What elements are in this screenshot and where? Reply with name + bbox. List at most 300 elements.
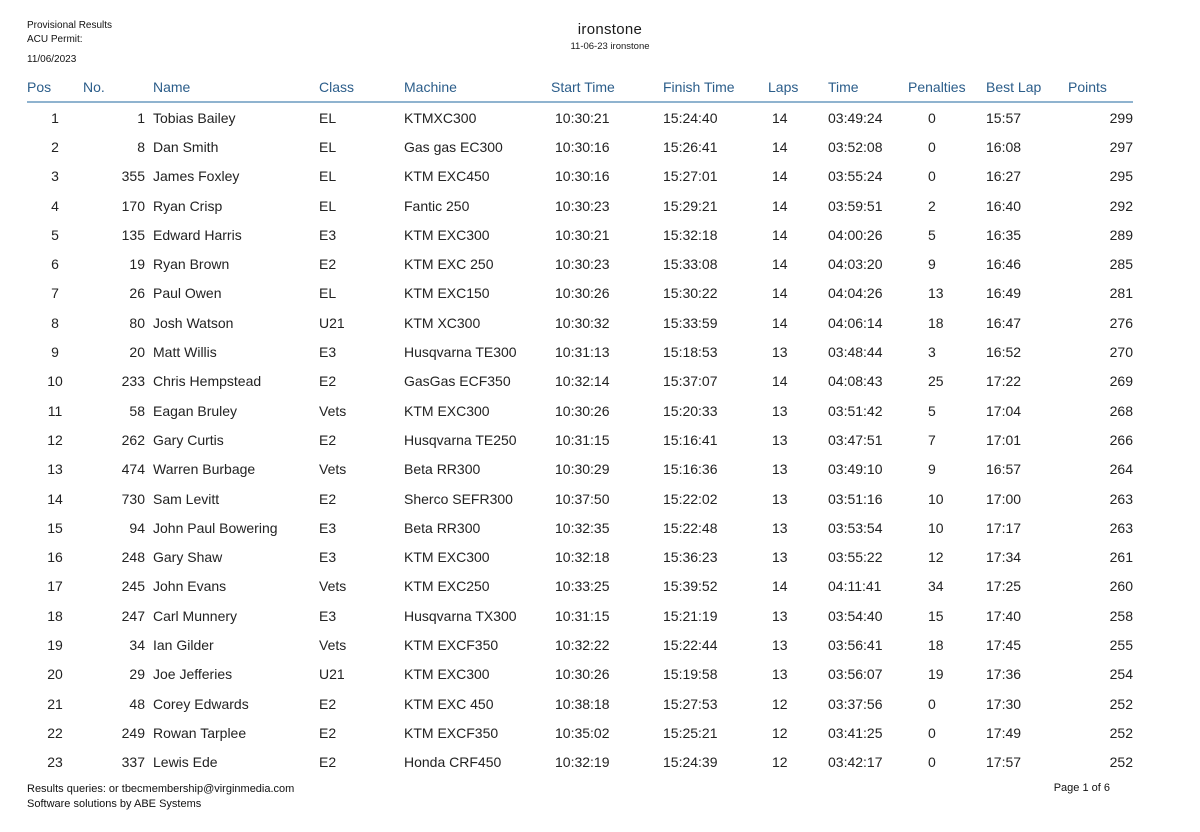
col-header-name: Name	[147, 73, 319, 102]
name-cell: Ian Gilder	[153, 636, 214, 653]
finish-time-cell: 15:16:41	[663, 431, 718, 448]
name-cell: Gary Shaw	[153, 549, 223, 566]
machine-cell: Fantic 250	[404, 197, 470, 214]
best-lap-cell: 16:08	[986, 138, 1022, 155]
document-header-left	[27, 19, 112, 67]
number-cell: 249	[121, 724, 145, 741]
number-cell: 730	[121, 490, 145, 507]
points-cell: 297	[1109, 138, 1133, 155]
pos-cell: 13	[47, 461, 63, 478]
col-header-laps: Laps	[768, 73, 828, 102]
penalties-cell: 0	[928, 138, 936, 155]
penalties-cell: 0	[928, 109, 936, 126]
best-lap-cell: 17:40	[986, 607, 1022, 624]
table-row	[27, 220, 1133, 249]
number-cell: 19	[129, 256, 145, 273]
name-cell: Carl Munnery	[153, 607, 238, 624]
class-cell: E2	[319, 490, 337, 507]
number-cell: 48	[129, 695, 145, 712]
finish-time-cell: 15:22:02	[663, 490, 718, 507]
number-cell: 247	[121, 607, 145, 624]
start-time-cell: 10:30:32	[555, 314, 610, 331]
time-cell: 03:51:42	[828, 402, 883, 419]
class-cell: Vets	[319, 578, 347, 595]
machine-cell: Honda CRF450	[404, 754, 502, 771]
laps-cell: 13	[772, 490, 788, 507]
points-cell: 260	[1109, 578, 1133, 595]
name-cell: Rowan Tarplee	[153, 724, 247, 741]
finish-time-cell: 15:27:53	[663, 695, 718, 712]
class-cell: E3	[319, 344, 337, 361]
best-lap-cell: 16:46	[986, 256, 1022, 273]
name-cell: Paul Owen	[153, 285, 222, 302]
points-cell: 252	[1109, 724, 1133, 741]
table-row	[27, 162, 1133, 191]
class-cell: EL	[319, 197, 337, 214]
table-row	[27, 542, 1133, 571]
results-queries-text: Results queries: or tbecmembership@virginmedia.com	[27, 783, 295, 795]
table-header-row	[27, 73, 1133, 102]
laps-cell: 13	[772, 636, 788, 653]
number-cell: 80	[129, 314, 145, 331]
start-time-cell: 10:31:15	[555, 431, 610, 448]
time-cell: 03:52:08	[828, 138, 883, 155]
laps-cell: 13	[772, 402, 788, 419]
pos-cell: 12	[47, 431, 63, 448]
points-cell: 289	[1109, 226, 1133, 243]
machine-cell: KTM EXCF350	[404, 636, 499, 653]
number-cell: 8	[137, 138, 145, 155]
class-cell: EL	[319, 168, 337, 185]
table-row	[27, 279, 1133, 308]
best-lap-cell: 16:52	[986, 344, 1022, 361]
table-row	[27, 455, 1133, 484]
points-cell: 295	[1109, 168, 1133, 185]
time-cell: 03:42:17	[828, 754, 883, 771]
penalties-cell: 3	[928, 344, 936, 361]
number-cell: 245	[121, 578, 145, 595]
points-cell: 263	[1109, 519, 1133, 536]
number-cell: 58	[129, 402, 145, 419]
finish-time-cell: 15:18:53	[663, 344, 718, 361]
table-row	[27, 367, 1133, 396]
class-cell: U21	[319, 314, 345, 331]
class-cell: E2	[319, 373, 337, 390]
laps-cell: 14	[772, 314, 788, 331]
acu-permit-label: ACU Permit:	[27, 34, 83, 45]
pos-cell: 23	[47, 754, 63, 771]
time-cell: 03:41:25	[828, 724, 883, 741]
points-cell: 268	[1109, 402, 1133, 419]
time-cell: 04:00:26	[828, 226, 883, 243]
class-cell: E2	[319, 754, 337, 771]
start-time-cell: 10:32:14	[555, 373, 610, 390]
laps-cell: 14	[772, 285, 788, 302]
table-row	[27, 308, 1133, 337]
number-cell: 34	[129, 636, 145, 653]
table-row	[27, 132, 1133, 161]
machine-cell: Husqvarna TX300	[404, 607, 517, 624]
col-header-finish-time: Finish Time	[663, 73, 768, 102]
start-time-cell: 10:30:26	[555, 285, 610, 302]
machine-cell: KTM EXC300	[404, 666, 490, 683]
laps-cell: 12	[772, 695, 788, 712]
laps-cell: 13	[772, 549, 788, 566]
best-lap-cell: 17:17	[986, 519, 1022, 536]
start-time-cell: 10:32:22	[555, 636, 610, 653]
name-cell: Dan Smith	[153, 138, 219, 155]
best-lap-cell: 16:57	[986, 461, 1022, 478]
penalties-cell: 0	[928, 724, 936, 741]
table-row	[27, 337, 1133, 366]
laps-cell: 14	[772, 168, 788, 185]
best-lap-cell: 16:27	[986, 168, 1022, 185]
document-footer	[27, 782, 294, 812]
laps-cell: 14	[772, 226, 788, 243]
machine-cell: KTM EXC300	[404, 402, 490, 419]
class-cell: EL	[319, 138, 337, 155]
pos-cell: 19	[47, 636, 63, 653]
points-cell: 258	[1109, 607, 1133, 624]
best-lap-cell: 17:25	[986, 578, 1022, 595]
event-subtitle: 11-06-23 ironstone	[570, 41, 650, 52]
name-cell: Ryan Crisp	[153, 197, 223, 214]
class-cell: Vets	[319, 402, 347, 419]
time-cell: 03:56:41	[828, 636, 883, 653]
machine-cell: KTM EXC 250	[404, 256, 494, 273]
points-cell: 252	[1109, 695, 1133, 712]
finish-time-cell: 15:16:36	[663, 461, 718, 478]
finish-time-cell: 15:30:22	[663, 285, 718, 302]
start-time-cell: 10:30:26	[555, 402, 610, 419]
pos-cell: 17	[47, 578, 63, 595]
time-cell: 03:55:22	[828, 549, 883, 566]
machine-cell: KTM EXC250	[404, 578, 490, 595]
penalties-cell: 9	[928, 461, 936, 478]
name-cell: Matt Willis	[153, 344, 217, 361]
time-cell: 03:54:40	[828, 607, 883, 624]
number-cell: 20	[129, 344, 145, 361]
finish-time-cell: 15:19:58	[663, 666, 718, 683]
start-time-cell: 10:30:21	[555, 109, 610, 126]
laps-cell: 13	[772, 519, 788, 536]
finish-time-cell: 15:22:48	[663, 519, 718, 536]
pos-cell: 7	[51, 285, 59, 302]
start-time-cell: 10:32:18	[555, 549, 610, 566]
col-header-start-time: Start Time	[551, 73, 663, 102]
time-cell: 03:49:24	[828, 109, 883, 126]
finish-time-cell: 15:21:19	[663, 607, 718, 624]
document-header-center	[500, 21, 720, 52]
points-cell: 269	[1109, 373, 1133, 390]
finish-time-cell: 15:33:08	[663, 256, 718, 273]
pos-cell: 11	[47, 402, 63, 419]
start-time-cell: 10:30:29	[555, 461, 610, 478]
machine-cell: Beta RR300	[404, 461, 481, 478]
name-cell: Joe Jefferies	[153, 666, 233, 683]
start-time-cell: 10:30:23	[555, 256, 610, 273]
table-row	[27, 689, 1133, 718]
penalties-cell: 13	[928, 285, 944, 302]
number-cell: 248	[121, 549, 145, 566]
number-cell: 337	[121, 754, 145, 771]
results-table	[27, 73, 1133, 777]
best-lap-cell: 17:36	[986, 666, 1022, 683]
start-time-cell: 10:32:19	[555, 754, 610, 771]
number-cell: 170	[121, 197, 145, 214]
time-cell: 03:51:16	[828, 490, 883, 507]
table-row	[27, 601, 1133, 630]
points-cell: 263	[1109, 490, 1133, 507]
pos-cell: 18	[47, 607, 63, 624]
time-cell: 03:59:51	[828, 197, 883, 214]
start-time-cell: 10:30:21	[555, 226, 610, 243]
best-lap-cell: 16:35	[986, 226, 1022, 243]
points-cell: 261	[1109, 549, 1133, 566]
name-cell: Edward Harris	[153, 226, 242, 243]
points-cell: 292	[1109, 197, 1133, 214]
finish-time-cell: 15:26:41	[663, 138, 718, 155]
pos-cell: 15	[47, 519, 63, 536]
pos-cell: 8	[51, 314, 59, 331]
points-cell: 266	[1109, 431, 1133, 448]
finish-time-cell: 15:25:21	[663, 724, 718, 741]
machine-cell: Husqvarna TE250	[404, 431, 517, 448]
start-time-cell: 10:30:26	[555, 666, 610, 683]
event-title: ironstone	[577, 21, 643, 38]
penalties-cell: 15	[928, 607, 944, 624]
class-cell: E2	[319, 431, 337, 448]
pos-cell: 21	[47, 695, 63, 712]
penalties-cell: 5	[928, 226, 936, 243]
finish-time-cell: 15:29:21	[663, 197, 718, 214]
name-cell: James Foxley	[153, 168, 240, 185]
table-row	[27, 484, 1133, 513]
time-cell: 04:06:14	[828, 314, 883, 331]
best-lap-cell: 16:40	[986, 197, 1022, 214]
name-cell: John Evans	[153, 578, 227, 595]
penalties-cell: 0	[928, 168, 936, 185]
penalties-cell: 7	[928, 431, 936, 448]
laps-cell: 14	[772, 138, 788, 155]
time-cell: 04:08:43	[828, 373, 883, 390]
table-row	[27, 572, 1133, 601]
laps-cell: 14	[772, 256, 788, 273]
pos-cell: 6	[51, 256, 59, 273]
start-time-cell: 10:31:13	[555, 344, 610, 361]
class-cell: E2	[319, 724, 337, 741]
best-lap-cell: 17:49	[986, 724, 1022, 741]
best-lap-cell: 17:00	[986, 490, 1022, 507]
name-cell: Chris Hempstead	[153, 373, 262, 390]
pos-cell: 10	[47, 373, 63, 390]
machine-cell: KTM EXC150	[404, 285, 490, 302]
start-time-cell: 10:30:16	[555, 168, 610, 185]
machine-cell: Gas gas EC300	[404, 138, 503, 155]
machine-cell: KTM XC300	[404, 314, 481, 331]
table-row	[27, 396, 1133, 425]
penalties-cell: 2	[928, 197, 936, 214]
number-cell: 355	[121, 168, 145, 185]
start-time-cell: 10:30:23	[555, 197, 610, 214]
best-lap-cell: 17:34	[986, 549, 1022, 566]
laps-cell: 13	[772, 461, 788, 478]
start-time-cell: 10:33:25	[555, 578, 610, 595]
pos-cell: 16	[47, 549, 63, 566]
name-cell: Warren Burbage	[153, 461, 256, 478]
table-row	[27, 630, 1133, 659]
finish-time-cell: 15:22:44	[663, 636, 718, 653]
best-lap-cell: 16:49	[986, 285, 1022, 302]
laps-cell: 12	[772, 754, 788, 771]
laps-cell: 12	[772, 724, 788, 741]
class-cell: E2	[319, 695, 337, 712]
start-time-cell: 10:32:35	[555, 519, 610, 536]
name-cell: Tobias Bailey	[153, 109, 236, 126]
pos-cell: 14	[47, 490, 63, 507]
number-cell: 233	[121, 373, 145, 390]
number-cell: 29	[129, 666, 145, 683]
number-cell: 474	[121, 461, 145, 478]
col-header-machine: Machine	[404, 73, 551, 102]
class-cell: E3	[319, 519, 337, 536]
name-cell: John Paul Bowering	[153, 519, 278, 536]
start-time-cell: 10:31:15	[555, 607, 610, 624]
machine-cell: KTM EXC300	[404, 226, 490, 243]
name-cell: Josh Watson	[153, 314, 234, 331]
time-cell: 03:55:24	[828, 168, 883, 185]
time-cell: 03:37:56	[828, 695, 883, 712]
time-cell: 04:04:26	[828, 285, 883, 302]
penalties-cell: 12	[928, 549, 944, 566]
finish-time-cell: 15:24:39	[663, 754, 718, 771]
penalties-cell: 34	[928, 578, 944, 595]
class-cell: EL	[319, 285, 337, 302]
time-cell: 04:03:20	[828, 256, 883, 273]
finish-time-cell: 15:33:59	[663, 314, 718, 331]
col-header-penalties: Penalties	[908, 73, 986, 102]
table-row	[27, 718, 1133, 747]
table-row	[27, 191, 1133, 220]
penalties-cell: 18	[928, 314, 944, 331]
table-row	[27, 425, 1133, 454]
time-cell: 03:49:10	[828, 461, 883, 478]
col-header-points: Points	[1068, 73, 1133, 102]
best-lap-cell: 17:22	[986, 373, 1022, 390]
penalties-cell: 25	[928, 373, 944, 390]
time-cell: 03:56:07	[828, 666, 883, 683]
start-time-cell: 10:30:16	[555, 138, 610, 155]
pos-cell: 5	[51, 226, 59, 243]
provisional-results-label: Provisional Results	[27, 20, 113, 31]
finish-time-cell: 15:36:23	[663, 549, 718, 566]
pos-cell: 2	[51, 138, 59, 155]
machine-cell: GasGas ECF350	[404, 373, 511, 390]
machine-cell: Sherco SEFR300	[404, 490, 513, 507]
report-date: 11/06/2023	[27, 54, 77, 65]
machine-cell: KTM EXC450	[404, 168, 490, 185]
name-cell: Lewis Ede	[153, 754, 218, 771]
name-cell: Gary Curtis	[153, 431, 224, 448]
col-header-best-lap: Best Lap	[986, 73, 1068, 102]
laps-cell: 14	[772, 109, 788, 126]
finish-time-cell: 15:20:33	[663, 402, 718, 419]
number-cell: 135	[121, 226, 145, 243]
machine-cell: KTMXC300	[404, 109, 477, 126]
name-cell: Corey Edwards	[153, 695, 249, 712]
penalties-cell: 9	[928, 256, 936, 273]
points-cell: 270	[1109, 344, 1133, 361]
time-cell: 03:47:51	[828, 431, 883, 448]
class-cell: E2	[319, 256, 337, 273]
software-credit-text: Software solutions by ABE Systems	[27, 798, 202, 810]
penalties-cell: 0	[928, 695, 936, 712]
best-lap-cell: 17:57	[986, 754, 1022, 771]
best-lap-cell: 17:30	[986, 695, 1022, 712]
class-cell: E3	[319, 607, 337, 624]
class-cell: E3	[319, 549, 337, 566]
points-cell: 285	[1109, 256, 1133, 273]
penalties-cell: 18	[928, 636, 944, 653]
table-row	[27, 249, 1133, 278]
points-cell: 252	[1109, 754, 1133, 771]
name-cell: Sam Levitt	[153, 490, 220, 507]
col-header-class: Class	[319, 73, 404, 102]
number-cell: 26	[129, 285, 145, 302]
penalties-cell: 10	[928, 519, 944, 536]
class-cell: Vets	[319, 461, 347, 478]
number-cell: 262	[121, 431, 145, 448]
best-lap-cell: 17:01	[986, 431, 1022, 448]
finish-time-cell: 15:24:40	[663, 109, 718, 126]
pos-cell: 22	[47, 724, 63, 741]
points-cell: 264	[1109, 461, 1133, 478]
class-cell: EL	[319, 109, 337, 126]
points-cell: 281	[1109, 285, 1133, 302]
number-cell: 94	[129, 519, 145, 536]
best-lap-cell: 17:45	[986, 636, 1022, 653]
finish-time-cell: 15:32:18	[663, 226, 718, 243]
finish-time-cell: 15:37:07	[663, 373, 718, 390]
machine-cell: KTM EXC 450	[404, 695, 494, 712]
start-time-cell: 10:38:18	[555, 695, 610, 712]
pos-cell: 9	[51, 344, 59, 361]
table-row	[27, 660, 1133, 689]
table-row	[27, 102, 1133, 132]
laps-cell: 13	[772, 666, 788, 683]
pos-cell: 20	[47, 666, 63, 683]
col-header-pos: Pos	[27, 73, 83, 102]
machine-cell: Beta RR300	[404, 519, 481, 536]
table-row	[27, 513, 1133, 542]
finish-time-cell: 15:27:01	[663, 168, 718, 185]
laps-cell: 13	[772, 431, 788, 448]
laps-cell: 13	[772, 344, 788, 361]
points-cell: 254	[1109, 666, 1133, 683]
best-lap-cell: 17:04	[986, 402, 1022, 419]
laps-cell: 14	[772, 197, 788, 214]
start-time-cell: 10:35:02	[555, 724, 610, 741]
time-cell: 03:53:54	[828, 519, 883, 536]
laps-cell: 14	[772, 578, 788, 595]
points-cell: 255	[1109, 636, 1133, 653]
start-time-cell: 10:37:50	[555, 490, 610, 507]
number-cell: 1	[137, 109, 145, 126]
class-cell: Vets	[319, 636, 347, 653]
laps-cell: 14	[772, 373, 788, 390]
penalties-cell: 0	[928, 754, 936, 771]
laps-cell: 13	[772, 607, 788, 624]
